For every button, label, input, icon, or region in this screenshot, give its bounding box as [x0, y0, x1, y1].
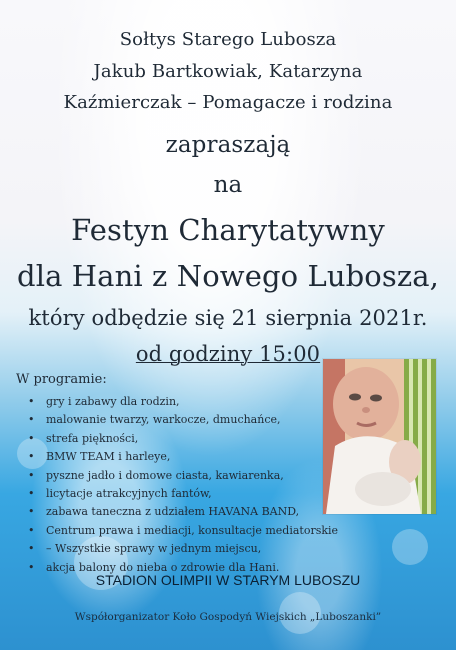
program-item: • pyszne jadło i domowe ciasta, kawiarenka, — [28, 467, 368, 485]
event-time: od godziny 15:00 — [135, 342, 321, 366]
venue-name: STADION OLIMPII W STARYM LUBOSZU — [95, 572, 361, 588]
outfit-fold — [355, 472, 411, 506]
program-item: • gry i zabawy dla rodzin, — [28, 393, 368, 411]
event-title-line-2: dla Hani z Nowego Lubosza, — [17, 259, 439, 293]
program-item: • zabawa taneczna z udziałem HAVANA BAND, — [28, 503, 368, 521]
program-item: • strefa piękności, — [28, 430, 368, 448]
organizer-line-1: Sołtys Starego Lubosza — [119, 29, 337, 50]
invite-word: zapraszają — [165, 132, 291, 158]
baby-photo — [323, 359, 436, 514]
program-title: W programie: — [16, 372, 107, 387]
baby-eye — [349, 394, 361, 401]
crib-bar — [418, 359, 422, 514]
organizer-line-3: Kaźmierczak – Pomagacze i rodzina — [63, 92, 393, 113]
program-item: • BMW TEAM i harleye, — [28, 448, 368, 466]
background-bubble — [392, 529, 428, 565]
program-list — [28, 393, 368, 577]
program-item: • malowanie twarzy, warkocze, dmuchańce, — [28, 411, 368, 429]
connector-word: na — [213, 172, 243, 198]
program-item: • akcja balony do nieba o zdrowie dla Hani. — [28, 559, 368, 577]
event-title-line-1: Festyn Charytatywny — [71, 213, 385, 247]
baby-photo-illustration — [323, 359, 436, 514]
baby-nose — [362, 407, 370, 413]
program-item: • Centrum prawa i mediacji, konsultacje mediatorskie — [28, 522, 368, 540]
event-date: który odbędzie się 21 sierpnia 2021r. — [28, 306, 428, 330]
organizer-line-2: Jakub Bartkowiak, Katarzyna — [93, 61, 363, 82]
program-item-continuation: • – Wszystkie sprawy w jednym miejscu, — [28, 540, 368, 558]
baby-head — [333, 367, 399, 441]
baby-eye — [370, 395, 382, 402]
program-item: • licytacje atrakcyjnych fantów, — [28, 485, 368, 503]
crib-bar — [427, 359, 431, 514]
coorganizer-line: Współorganizator Koło Gospodyń Wiejskich „Luboszanki” — [74, 611, 382, 623]
